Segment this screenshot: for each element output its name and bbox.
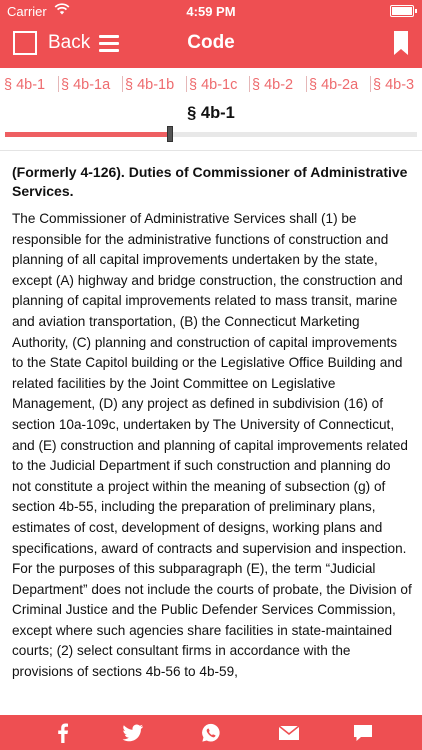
code-content <box>12 163 412 715</box>
bookmark-icon[interactable] <box>394 31 408 55</box>
page-title: Code <box>187 32 235 53</box>
tab-4b-1c[interactable]: § 4b-1c <box>189 77 238 93</box>
slider-thumb[interactable] <box>167 126 173 142</box>
tab-4b-1a[interactable]: § 4b-1a <box>61 77 111 93</box>
status-bar <box>0 0 422 22</box>
message-icon[interactable] <box>352 723 374 743</box>
divider <box>0 150 422 151</box>
section-heading: § 4b-1 <box>187 104 235 122</box>
tab-4b-1[interactable]: § 4b-1 <box>4 77 46 93</box>
section-tabs <box>0 74 422 98</box>
tab-4b-2[interactable]: § 4b-2 <box>252 77 294 93</box>
slider-fill <box>5 132 170 137</box>
app-header <box>0 0 422 68</box>
tab-4b-1b[interactable]: § 4b-1b <box>125 77 175 93</box>
tab-4b-3[interactable]: § 4b-3 <box>373 77 415 93</box>
tab-divider <box>249 76 250 92</box>
tab-divider <box>370 76 371 92</box>
share-footer <box>0 715 422 750</box>
mail-icon[interactable] <box>278 723 300 743</box>
whatsapp-icon[interactable] <box>200 723 222 743</box>
tab-divider <box>58 76 59 92</box>
section-slider[interactable] <box>5 125 417 145</box>
twitter-icon[interactable] <box>122 723 144 743</box>
tab-4b-2a[interactable]: § 4b-2a <box>309 77 359 93</box>
section-body-text: The Commissioner of Administrative Services shall (1) be responsible for the administrative functions of construction and planning of all capital improvements undertaken by the state, except (A) highway and bridge construction, the construction and planning of capital improvements related to mass transit, marine and aviation transportation, (B) the Connecticut Marketing Authority, (C) planning and construction of capital improvements to the State Capitol building or the Legislative Office Building and related facilities by the Joint Committee on Legislative Management, (D) any project as defined in subdivision (16) of section 10a-109c, undertaken by The University of Connecticut, and (E) construction and planning of capital improvements related to the Judicial Department if such construction and planning do not constitute a project within the meaning of subsection (g) of section 4b-55, including the preparation of preliminary plans, estimates of cost, development of designs, working plans and specifications, award of contracts and supervision and inspection. For the purposes of this subparagraph (E), the term “Judicial Department” does not include the courts of probate, the Division of Criminal Justice and the Public Defender Services Commission, except where such agencies share facilities in state-maintained courts; (2) select consultant firms in accordance with the provisions of sections 4b-56 to 4b-59, <box>12 211 412 680</box>
nav-bar <box>0 22 422 68</box>
battery-icon <box>390 5 414 17</box>
back-button[interactable]: Back <box>48 32 91 53</box>
tab-divider <box>122 76 123 92</box>
status-time: 4:59 PM <box>186 4 236 19</box>
section-title-text: (Formerly 4-126). Duties of Commissioner of Administrative Services. <box>12 164 408 199</box>
facebook-icon[interactable] <box>52 723 74 743</box>
tab-divider <box>186 76 187 92</box>
carrier-label: Carrier <box>7 4 47 19</box>
tab-divider <box>306 76 307 92</box>
